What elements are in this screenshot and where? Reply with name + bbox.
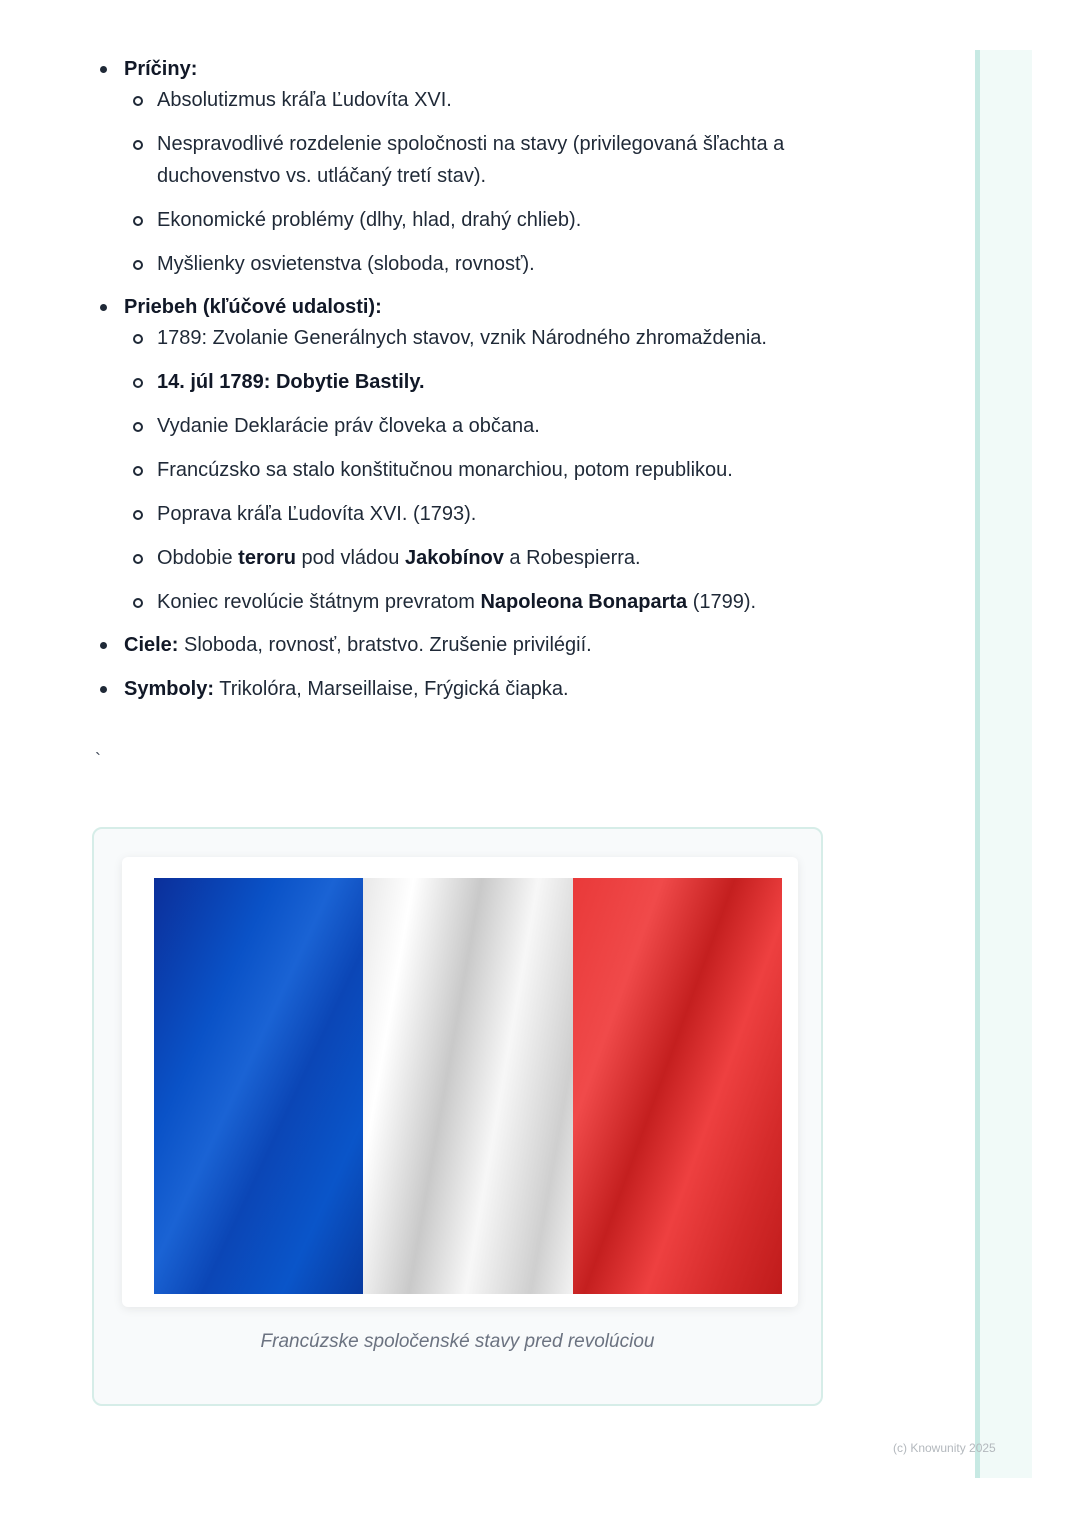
flag-stripe-white (363, 878, 572, 1294)
side-panel (975, 50, 1032, 1478)
list-item-priciny (97, 54, 837, 280)
image-caption: Francúzske spoločenské stavy pred revolúciou (260, 1331, 655, 1352)
side-line (975, 50, 980, 1478)
sublist-item: Poprava kráľa Ľudovíta XVI. (1793). (124, 498, 837, 530)
french-flag-image (154, 878, 782, 1294)
sublist-item: 1789: Zvolanie Generálnych stavov, vznik Národného zhromaždenia. (124, 322, 837, 354)
sublist-item: Absolutizmus kráľa Ľudovíta XVI. (124, 84, 837, 116)
sublist-item: Francúzsko sa stalo konštitučnou monarchiou, potom republikou. (124, 454, 837, 486)
sublist-item-teror (124, 542, 837, 574)
image-card (122, 857, 798, 1307)
bold-span: Jakobínov (404, 547, 504, 569)
stray-mark: ` (95, 750, 101, 770)
sublist-item-bastila: 14. júl 1789: Dobytie Bastily. (124, 366, 837, 398)
text-span: Obdobie (157, 547, 239, 569)
notes-content (97, 54, 837, 704)
priciny-label: Príčiny: (124, 58, 198, 80)
text-span: (1799). (687, 591, 757, 613)
priebeh-sublist (124, 322, 837, 618)
sublist-item-napoleon (124, 586, 837, 618)
copyright-footer: (c) Knowunity 2025 (893, 1441, 996, 1455)
bold-span: teroru (238, 547, 296, 569)
list-item-ciele (97, 630, 837, 660)
image-figure (92, 827, 823, 1406)
flag-stripe-blue (154, 878, 363, 1294)
sublist-item: Nespravodlivé rozdelenie spoločnosti na stavy (privilegovaná šľachta a duchovenstvo vs. utláčaný tretí stav). (124, 128, 837, 192)
list-item-priebeh (97, 292, 837, 618)
text-span: pod vládou (295, 547, 405, 569)
sublist-item: Myšlienky osvietenstva (sloboda, rovnosť). (124, 248, 837, 280)
priciny-sublist (124, 84, 837, 280)
text-span: a Robespierra. (503, 547, 641, 569)
bold-span: Napoleona Bonaparta (480, 591, 688, 613)
symboly-label: Symboly: (124, 678, 215, 700)
list-item-symboly (97, 674, 837, 704)
ciele-text: Sloboda, rovnosť, bratstvo. Zrušenie privilégií. (178, 634, 592, 656)
main-list (97, 54, 837, 704)
priebeh-label: Priebeh (kľúčové udalosti): (124, 296, 382, 318)
text-span: Koniec revolúcie štátnym prevratom (157, 591, 481, 613)
sublist-item: Ekonomické problémy (dlhy, hlad, drahý chlieb). (124, 204, 837, 236)
symboly-text: Trikolóra, Marseillaise, Frýgická čiapka. (214, 678, 569, 700)
flag-stripe-red (573, 878, 782, 1294)
sublist-item: Vydanie Deklarácie práv človeka a občana. (124, 410, 837, 442)
ciele-label: Ciele: (124, 634, 179, 656)
